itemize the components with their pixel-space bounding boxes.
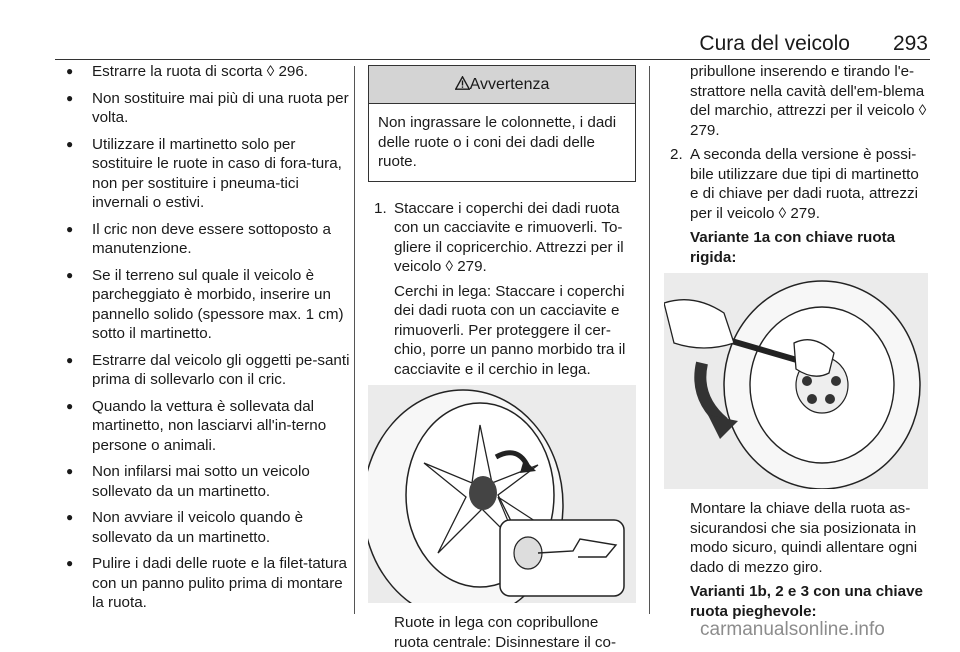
step-1 — [368, 199, 636, 277]
wheel-wrench-illustration — [664, 273, 928, 489]
variant-1-title: Variante 1a con chiave ruota rigida: — [690, 229, 896, 266]
bullet-item: ● Estrarre dal veicolo gli oggetti pe-santi prima di sollevarlo con il cric. — [60, 351, 350, 390]
page-number: 293 — [892, 32, 928, 55]
column-2 — [368, 62, 636, 652]
page-header — [55, 20, 930, 60]
bullet-item: ● Non avviare il veicolo quando è sollevato da un martinetto. — [60, 508, 350, 547]
bullet-item: ● Estrarre la ruota di scorta ◊ 296. — [60, 62, 350, 82]
bullet-item: ● Non sostituire mai più di una ruota per volta. — [60, 89, 350, 128]
continuation-text: pribullone inserendo e tirando l'e-strattore nella cavità dell'em-blema del marchio, attrezzi per il veicolo ◊ 279. — [690, 63, 927, 139]
step-2 — [664, 145, 928, 223]
column-3 — [664, 62, 928, 626]
step-text: Staccare i coperchi dei dadi ruota con un cacciavite e rimuoverli. To-gliere il copricerchio. Attrezzi per il veicolo ◊ 279. — [394, 199, 624, 275]
warning-title: Avvertenza — [469, 76, 550, 93]
watermark: carmanualsonline.info — [700, 619, 885, 640]
bullet-item: ● Utilizzare il martinetto solo per sostituire le ruote in caso di fora-tura, non per sostituire i pneuma-tici invernali o estivi. — [60, 135, 350, 213]
figure-caption: Ruote in lega con copribullone ruota centrale: Disinnestare il co- — [394, 614, 617, 651]
bullet-item: ● Pulire i dadi delle ruote e la filet-tatura con un panno pulito prima di montare la ruota. — [60, 554, 350, 613]
bullet-item: ● Il cric non deve essere sottoposto a manutenzione. — [60, 220, 350, 259]
column-divider — [649, 66, 650, 614]
bullet-item: ● Non infilarsi mai sotto un veicolo sollevato da un martinetto. — [60, 462, 350, 501]
bullet-item: ● Se il terreno sul quale il veicolo è parcheggiato è morbido, inserire un pannello solido (spessore max. 1 cm) sotto il martinetto. — [60, 266, 350, 344]
alloy-wheel-illustration — [368, 385, 636, 603]
bullet-item: ● Quando la vettura è sollevata dal martinetto, non lasciarvi all'in-terno persone o animali. — [60, 397, 350, 456]
variant-2-title: Varianti 1b, 2 e 3 con una chiave ruota pieghevole: — [690, 583, 923, 620]
step-text: A seconda della versione è possi-bile utilizzare due tipi di martinetto e di chiave per dadi ruota, attrezzi per il veicolo ◊ 279. — [690, 146, 919, 222]
alloy-wheel-note: Cerchi in lega: Staccare i coperchi dei dadi ruota con un cacciavite e rimuoverli. Per proteggere il cer-chio, porre un panno morbido tra il cacciavite e il cerchio in lega. — [394, 282, 626, 378]
variant-1-text: Montare la chiave della ruota as-sicurandosi che sia posizionata in modo sicuro, quindi allentare ogni dado di mezzo giro. — [690, 500, 918, 576]
warning-triangle-icon — [455, 76, 470, 90]
warning-text: Non ingrassare le colonnette, i dadi delle ruote o i coni dei dadi delle ruote. — [378, 114, 617, 170]
header-rule — [55, 59, 930, 60]
warning-header — [369, 66, 635, 104]
step-number: 2. — [670, 146, 683, 163]
warning-box — [368, 65, 636, 182]
column-divider — [354, 66, 355, 614]
step-number: 1. — [374, 199, 387, 217]
section-title: Cura del veicolo — [699, 32, 850, 55]
column-1 — [60, 62, 350, 620]
